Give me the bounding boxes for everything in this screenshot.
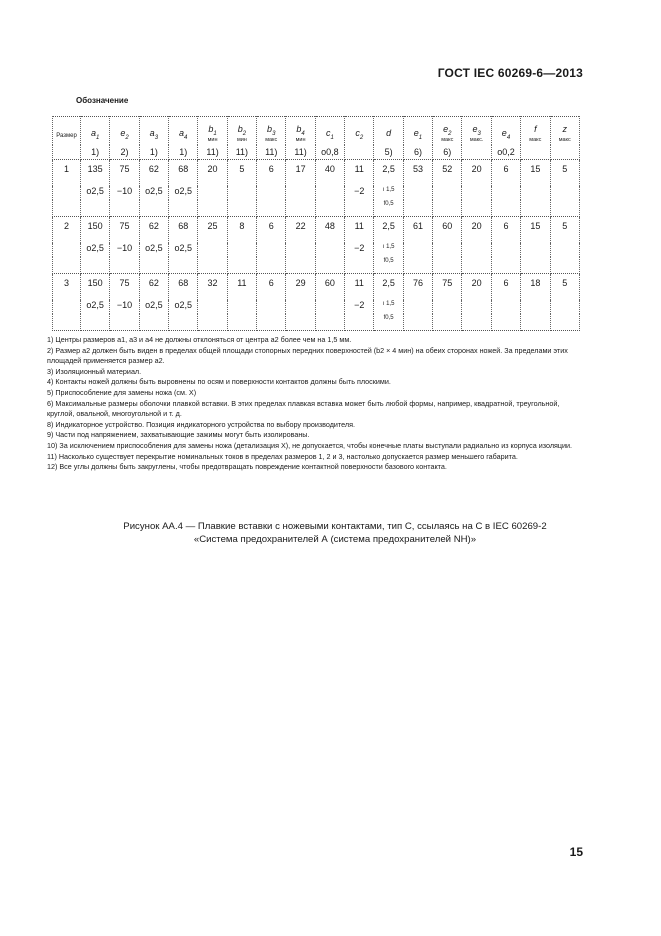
table-cell: о2,5 — [169, 186, 198, 200]
header-subscript: 4 — [506, 134, 511, 141]
header-note: 2) — [110, 145, 139, 160]
table-cell — [433, 300, 462, 314]
table-cell: 6 — [491, 160, 520, 187]
header-note — [53, 145, 81, 160]
table-cell — [286, 314, 315, 331]
header-symbol: e — [120, 127, 126, 138]
header-qualifier: мин — [207, 136, 218, 143]
table-cell — [53, 243, 81, 257]
table-cell — [315, 300, 344, 314]
table-cell: 11 — [227, 274, 256, 301]
table-cell: ı 1,5 — [374, 243, 403, 257]
header-cell — [462, 117, 491, 146]
table-cell — [403, 300, 432, 314]
table-row — [53, 257, 580, 274]
footnotes — [47, 335, 587, 473]
table-cell: 60 — [315, 274, 344, 301]
table-cell — [227, 314, 256, 331]
header-note: 11) — [286, 145, 315, 160]
header-qualifier: мин — [295, 136, 306, 143]
table-cell — [462, 257, 491, 274]
table-cell — [433, 200, 462, 217]
header-cell — [345, 117, 374, 146]
figure-caption — [90, 520, 580, 546]
caption-line-1: Рисунок АА.4 — Плавкие вставки с ножевыми контактами, тип С, ссылаясь на С в IEC 60269-2 — [123, 521, 547, 532]
header-qualifier: макс — [441, 136, 454, 143]
table-cell — [257, 243, 286, 257]
page-number: 15 — [569, 845, 583, 859]
table-cell — [315, 257, 344, 274]
table-cell: о2,5 — [81, 243, 110, 257]
header-cell — [403, 117, 432, 146]
footnote: 8) Индикаторное устройство. Позиция индикаторного устройства по выбору производителя. — [47, 419, 355, 429]
header-subscript: 1 — [418, 134, 423, 141]
header-note — [345, 145, 374, 160]
header-note: 5) — [374, 145, 403, 160]
table-cell — [433, 314, 462, 331]
header-cell — [433, 117, 462, 146]
header-note: 11) — [257, 145, 286, 160]
table-cell — [403, 243, 432, 257]
footnote: 10) За исключением приспособления для замены ножа (детализация X), не допускается, чтобы конечные платы выступали радиально из корпуса изоляции. — [47, 440, 573, 450]
table-cell: 53 — [403, 160, 432, 187]
header-cell — [286, 117, 315, 146]
header-symbol: c — [355, 127, 360, 138]
footnote: 2) Размер a2 должен быть виден в пределах общей площади стопорных передних поверхностей (b2 × 4 мин) на обеих сторонах ножей. За пределами этих площадей применяется размер a2. — [47, 345, 568, 366]
header-cell — [227, 117, 256, 146]
table-cell — [227, 300, 256, 314]
table-cell: 150 — [81, 217, 110, 244]
header-note — [521, 145, 550, 160]
table-cell — [198, 186, 227, 200]
table-row — [53, 186, 580, 200]
footnote: 3) Изоляционный материал. — [47, 366, 142, 376]
header-subscript: 1 — [213, 130, 217, 137]
header-symbol: a — [179, 127, 185, 138]
table-cell: 135 — [81, 160, 110, 187]
header-qualifier: макс. — [469, 136, 484, 143]
table-cell — [521, 300, 550, 314]
table-cell — [345, 257, 374, 274]
table-cell — [550, 186, 580, 200]
table-cell: 52 — [433, 160, 462, 187]
table-cell: −10 — [110, 186, 139, 200]
header-symbol: z — [562, 124, 567, 135]
table-cell — [315, 200, 344, 217]
table-cell: 68 — [169, 160, 198, 187]
table-cell — [81, 314, 110, 331]
table-cell — [286, 300, 315, 314]
table-cell: о2,5 — [169, 243, 198, 257]
footnote: 5) Приспособление для замены ножа (см. X) — [47, 387, 197, 397]
table-cell: 5 — [550, 160, 580, 187]
header-symbol: e — [413, 127, 419, 138]
table-cell — [198, 200, 227, 217]
table-cell: 6 — [491, 274, 520, 301]
header-symbol: c — [326, 127, 331, 138]
table-cell — [169, 314, 198, 331]
table-row — [53, 314, 580, 331]
table-cell: 75 — [433, 274, 462, 301]
header-note — [462, 145, 491, 160]
table-cell — [169, 257, 198, 274]
table-cell — [462, 314, 491, 331]
table-cell: 1 — [53, 160, 81, 187]
table-cell: 2 — [53, 217, 81, 244]
table-row — [53, 300, 580, 314]
table-cell — [345, 314, 374, 331]
header-subscript: 4 — [184, 134, 188, 141]
table-cell: 2,5 — [374, 217, 403, 244]
table-cell: 8 — [227, 217, 256, 244]
table-cell — [286, 243, 315, 257]
table-cell: 2,5 — [374, 160, 403, 187]
table-cell — [550, 243, 580, 257]
table-cell: 29 — [286, 274, 315, 301]
table-cell: 62 — [139, 274, 168, 301]
table-cell: f0,5 — [374, 200, 403, 217]
table-cell: о2,5 — [81, 186, 110, 200]
header-note: о0,2 — [491, 145, 520, 160]
header-subscript: 3 — [272, 130, 276, 137]
table-cell: −10 — [110, 243, 139, 257]
table-cell: 76 — [403, 274, 432, 301]
header-symbol: e — [443, 124, 449, 135]
table-cell: 5 — [550, 274, 580, 301]
table-cell: 5 — [550, 217, 580, 244]
footnote: 4) Контакты ножей должны быть выровнены по осям и поверхности контактов должны быть плоскими. — [47, 377, 391, 387]
table-cell — [139, 314, 168, 331]
table-cell — [521, 200, 550, 217]
header-note: 1) — [81, 145, 110, 160]
table-cell — [110, 200, 139, 217]
table-cell: 6 — [257, 160, 286, 187]
table-cell — [403, 257, 432, 274]
table-cell — [491, 257, 520, 274]
table-cell — [227, 186, 256, 200]
designation-label: Обозначение — [76, 96, 129, 105]
header-symbol: b — [208, 124, 214, 135]
table-cell — [257, 257, 286, 274]
table-cell — [550, 200, 580, 217]
table-cell — [198, 257, 227, 274]
table-cell: о2,5 — [169, 300, 198, 314]
table-cell: 32 — [198, 274, 227, 301]
table-row — [53, 274, 580, 301]
table-cell — [491, 300, 520, 314]
dimensions-table — [52, 116, 580, 331]
table-cell — [198, 300, 227, 314]
standard-number: ГОСТ IEC 60269-6—2013 — [437, 66, 583, 80]
table-cell: 48 — [315, 217, 344, 244]
header-subscript: 3 — [154, 134, 159, 141]
table-cell: 75 — [110, 160, 139, 187]
table-cell — [491, 186, 520, 200]
table-cell: 5 — [227, 160, 256, 187]
table-row — [53, 200, 580, 217]
table-cell — [491, 314, 520, 331]
table-cell: 40 — [315, 160, 344, 187]
table-cell: 61 — [403, 217, 432, 244]
header-symbol: e — [472, 124, 478, 135]
header-subscript: 3 — [477, 130, 481, 137]
header-symbol: b — [296, 124, 302, 135]
table-cell — [198, 314, 227, 331]
header-symbol: b — [237, 124, 243, 135]
table-cell: 62 — [139, 160, 168, 187]
table-cell — [403, 186, 432, 200]
table-cell — [139, 200, 168, 217]
header-subscript: 1 — [330, 134, 334, 141]
table-cell: 20 — [462, 160, 491, 187]
table-cell — [491, 200, 520, 217]
table-cell — [550, 300, 580, 314]
table-cell: −2 — [345, 243, 374, 257]
table-cell: f0,5 — [374, 257, 403, 274]
table-cell — [257, 200, 286, 217]
table-cell — [286, 257, 315, 274]
table-cell: о2,5 — [139, 186, 168, 200]
table-cell — [139, 257, 168, 274]
table-cell: −10 — [110, 300, 139, 314]
table-cell: 150 — [81, 274, 110, 301]
header-note: о0,8 — [315, 145, 344, 160]
header-subscript: 2 — [125, 134, 129, 141]
table-cell — [81, 257, 110, 274]
table-cell: 22 — [286, 217, 315, 244]
table-cell: 11 — [345, 274, 374, 301]
table-cell: 75 — [110, 274, 139, 301]
table-cell: 15 — [521, 160, 550, 187]
header-symbol: f — [534, 124, 537, 135]
footnote: 12) Все углы должны быть закруглены, чтобы предотвращать повреждение контактной поверхности базового контакта. — [47, 462, 447, 472]
header-note: 11) — [227, 145, 256, 160]
table-cell: 15 — [521, 217, 550, 244]
header-cell — [257, 117, 286, 146]
header-note: 6) — [403, 145, 432, 160]
table-cell: о2,5 — [139, 243, 168, 257]
table-cell — [227, 257, 256, 274]
table-cell — [53, 200, 81, 217]
footnote: 1) Центры размеров a1, a3 и a4 не должны отклоняться от центра a2 более чем на 1,5 мм. — [47, 335, 352, 344]
table-cell — [550, 257, 580, 274]
table-cell — [462, 186, 491, 200]
table-cell — [345, 200, 374, 217]
table-cell — [433, 257, 462, 274]
table-cell: 3 — [53, 274, 81, 301]
table-row — [53, 243, 580, 257]
table-cell: 25 — [198, 217, 227, 244]
table-cell: о2,5 — [81, 300, 110, 314]
header-qualifier: макс — [529, 136, 542, 143]
table-cell — [433, 243, 462, 257]
table-cell: ı 1,5 — [374, 186, 403, 200]
footnote: 9) Части под напряжением, захватывающие зажимы могут быть изолированы. — [47, 430, 310, 440]
table-cell — [81, 200, 110, 217]
caption-line-2: «Система предохранителей А (система предохранителей NH)» — [193, 534, 477, 545]
table-cell: 68 — [169, 274, 198, 301]
header-cell — [110, 117, 139, 146]
header-cell — [198, 117, 227, 146]
table-cell — [227, 200, 256, 217]
header-cell — [169, 117, 198, 146]
table-cell — [257, 314, 286, 331]
header-symbol: e — [501, 127, 507, 138]
table-cell: 6 — [257, 274, 286, 301]
table-cell — [521, 257, 550, 274]
header-note: 6) — [433, 145, 462, 160]
header-subscript: 2 — [359, 134, 364, 141]
header-note: 11) — [198, 145, 227, 160]
table-cell — [521, 243, 550, 257]
header-symbol: b — [267, 124, 273, 135]
table-cell: 2,5 — [374, 274, 403, 301]
table-cell — [462, 243, 491, 257]
table-cell: о2,5 — [139, 300, 168, 314]
header-cell — [374, 117, 403, 146]
table-cell — [491, 243, 520, 257]
header-note: 1) — [139, 145, 168, 160]
header-cell — [53, 117, 81, 146]
table-cell — [257, 300, 286, 314]
table-cell: 20 — [198, 160, 227, 187]
table-cell: 6 — [257, 217, 286, 244]
header-cell — [491, 117, 520, 146]
table-cell — [315, 243, 344, 257]
table-cell — [53, 257, 81, 274]
header-qualifier: мин — [236, 136, 247, 143]
table-cell — [403, 314, 432, 331]
table-cell — [53, 186, 81, 200]
table-cell — [286, 186, 315, 200]
table-cell: 62 — [139, 217, 168, 244]
table-cell: 11 — [345, 160, 374, 187]
table-cell — [462, 300, 491, 314]
header-cell — [521, 117, 550, 146]
table-cell: 75 — [110, 217, 139, 244]
header-subscript: 2 — [448, 130, 452, 137]
header-symbol: d — [386, 127, 392, 138]
table-cell: −2 — [345, 300, 374, 314]
header-symbol: Размер — [56, 133, 77, 139]
table-cell — [315, 314, 344, 331]
footnote: 6) Максимальные размеры оболочки плавкой вставки. В этих пределах плавкая вставка может быть любой формы, например, квадратной, треугольной, круглой, овальной, многоугольной и т. д. — [47, 398, 560, 419]
header-note — [550, 145, 580, 160]
table-cell — [110, 257, 139, 274]
header-symbol: a — [90, 127, 96, 138]
table-cell — [198, 243, 227, 257]
table-cell — [315, 186, 344, 200]
header-subscript: 2 — [242, 130, 247, 137]
table-cell: −2 — [345, 186, 374, 200]
header-symbol: a — [149, 127, 155, 138]
table-cell — [227, 243, 256, 257]
table-cell: 17 — [286, 160, 315, 187]
footnote: 11) Насколько существует перекрытие номинальных токов в пределах размеров 1, 2 и 3, настолько допускается размер меньшего габарита. — [47, 451, 518, 461]
table-cell — [257, 186, 286, 200]
table-cell: 20 — [462, 274, 491, 301]
header-cell — [81, 117, 110, 146]
header-note: 1) — [169, 145, 198, 160]
table-cell — [403, 200, 432, 217]
table-cell: 11 — [345, 217, 374, 244]
table-cell: f0,5 — [374, 314, 403, 331]
table-cell — [462, 200, 491, 217]
table-cell — [53, 314, 81, 331]
table-cell — [110, 314, 139, 331]
header-subscript: 4 — [301, 130, 305, 137]
table-cell: 60 — [433, 217, 462, 244]
table-cell — [521, 314, 550, 331]
table-cell: 68 — [169, 217, 198, 244]
table-cell — [53, 300, 81, 314]
table-cell — [169, 200, 198, 217]
table-cell — [433, 186, 462, 200]
header-cell — [550, 117, 580, 146]
header-subscript: 1 — [96, 134, 100, 141]
table-row — [53, 217, 580, 244]
header-qualifier: макс — [558, 136, 571, 143]
table-cell: 6 — [491, 217, 520, 244]
header-cell — [315, 117, 344, 146]
table-cell — [286, 200, 315, 217]
table-row — [53, 160, 580, 187]
table-cell: ı 1,5 — [374, 300, 403, 314]
header-cell — [139, 117, 168, 146]
table-cell: 18 — [521, 274, 550, 301]
table-cell — [550, 314, 580, 331]
header-qualifier: макс — [265, 136, 278, 143]
table-cell: 20 — [462, 217, 491, 244]
table-cell — [521, 186, 550, 200]
